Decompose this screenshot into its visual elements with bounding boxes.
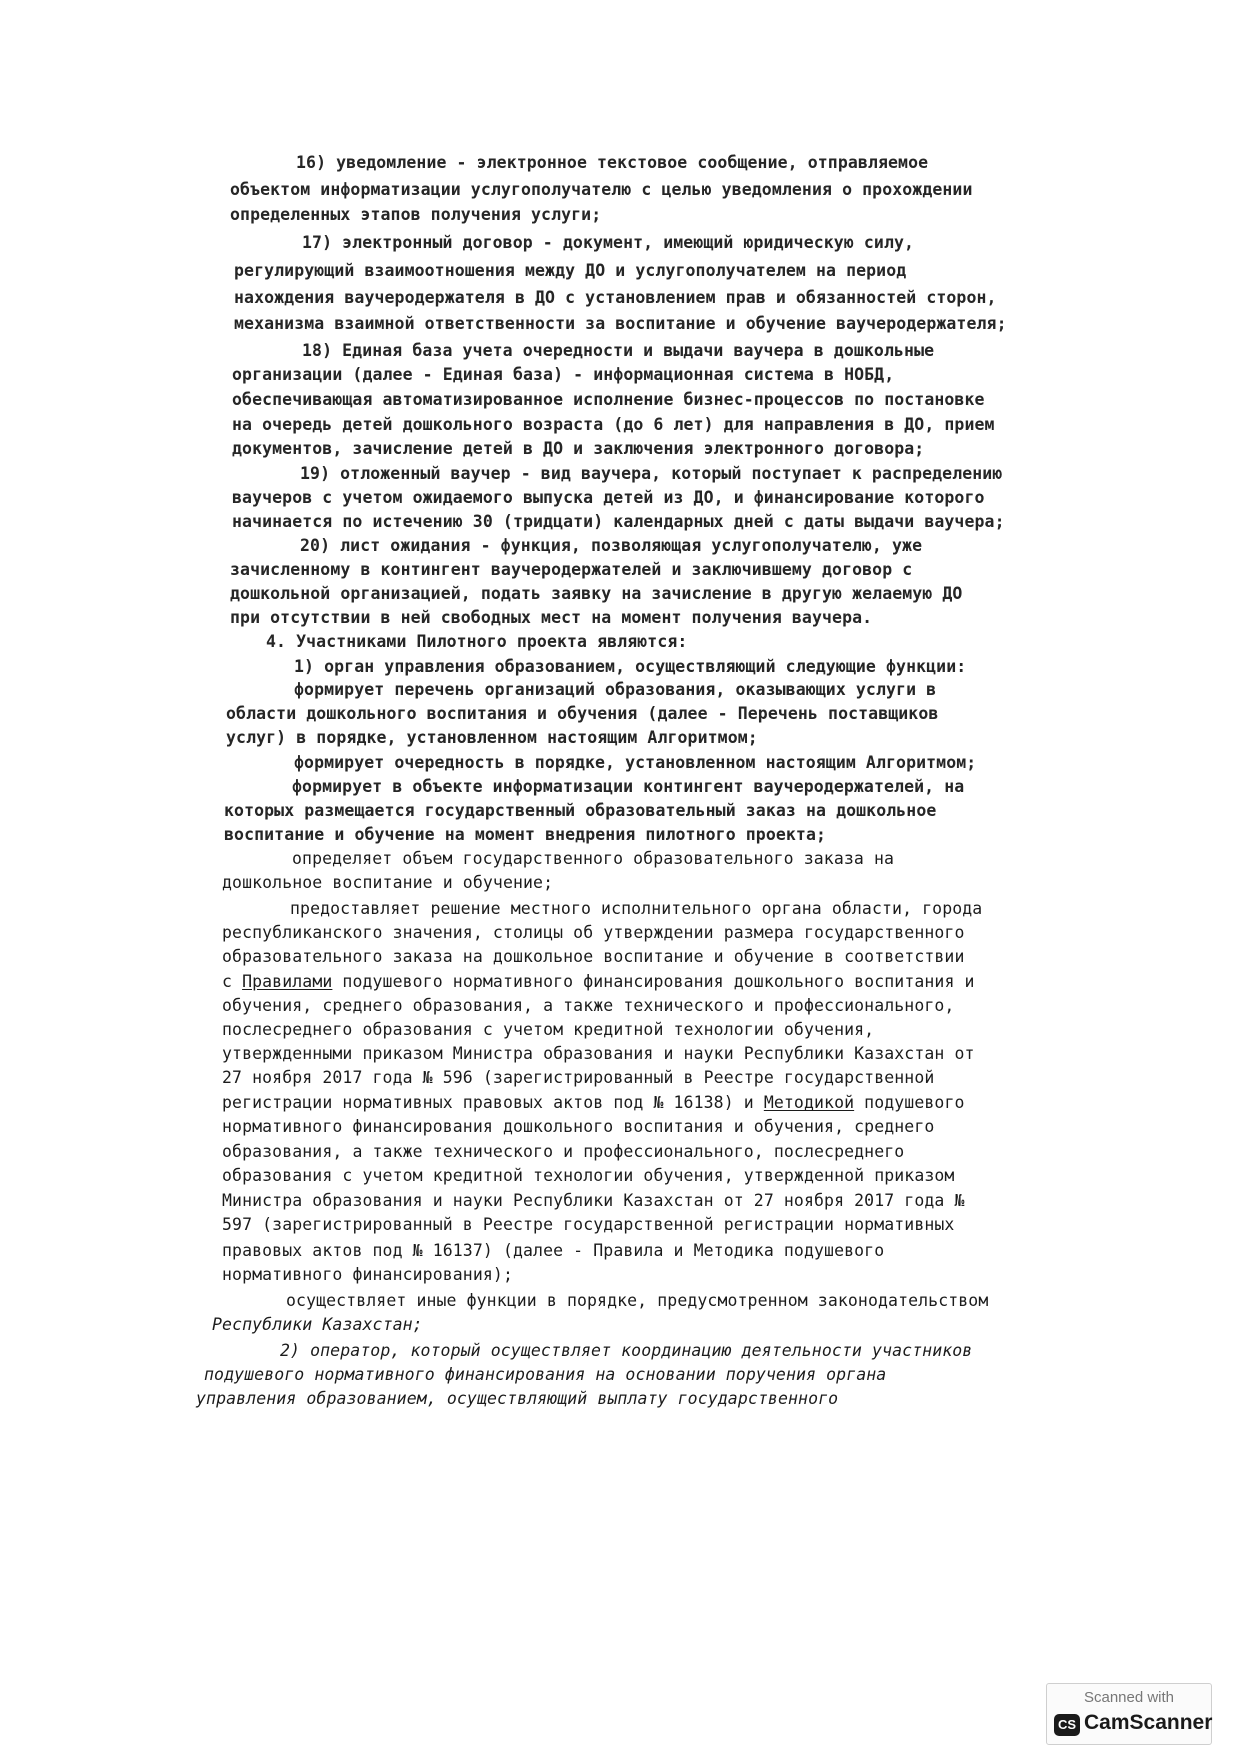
text-segment: с <box>222 972 243 991</box>
text-line <box>222 971 975 993</box>
text-line: образования с учетом кредитной технологии обучения, утвержденной приказом <box>222 1166 955 1185</box>
text-line: дошкольное воспитание и обучение; <box>222 873 554 892</box>
text-line: 17) электронный договор - документ, имеющий юридическую силу, <box>302 233 915 252</box>
text-line: 597 (зарегистрированный в Реестре государственной регистрации нормативных <box>222 1215 955 1234</box>
text-line: 16) уведомление - электронное текстовое сообщение, отправляемое <box>296 153 929 172</box>
text-line: республиканского значения, столицы об утверждении размера государственного <box>222 923 965 942</box>
text-line: формирует очередность в порядке, установленном настоящим Алгоритмом; <box>294 753 977 772</box>
text-line: ваучеров с учетом ожидаемого выпуска детей из ДО, и финансирование которого <box>232 488 985 507</box>
reference-link[interactable]: Правилами <box>242 972 333 991</box>
text-line: начинается по истечению 30 (тридцати) календарных дней с даты выдачи ваучера; <box>232 512 1005 531</box>
text-line: 2) оператор, который осуществляет координацию деятельности участников <box>280 1341 973 1360</box>
text-segment: регистрации нормативных правовых актов под № 16138) и <box>222 1093 764 1112</box>
text-line: дошкольной организацией, подать заявку на зачисление в другую желаемую ДО <box>230 584 963 603</box>
text-line: образовательного заказа на дошкольное воспитание и обучение в соответствии <box>222 947 965 966</box>
text-segment: подушевого нормативного финансирования дошкольного воспитания и <box>332 972 975 991</box>
text-line: обеспечивающая автоматизированное исполнение бизнес-процессов по постановке <box>232 390 985 409</box>
text-line: организации (далее - Единая база) - информационная система в НОБД, <box>232 365 895 384</box>
text-line: предоставляет решение местного исполнительного органа области, города <box>290 899 983 918</box>
text-line: 27 ноября 2017 года № 596 (зарегистрированный в Реестре государственной <box>222 1068 935 1087</box>
text-line: формирует в объекте информатизации контингент ваучеродержателей, на <box>292 777 965 796</box>
text-line: на очередь детей дошкольного возраста (до 6 лет) для направления в ДО, прием <box>232 415 995 434</box>
text-line: 1) орган управления образованием, осуществляющий следующие функции: <box>294 657 967 676</box>
text-line: управления образованием, осуществляющий выплату государственного <box>196 1389 839 1408</box>
text-line: 18) Единая база учета очередности и выдачи ваучера в дошкольные <box>302 341 935 360</box>
text-line: механизма взаимной ответственности за воспитание и обучение ваучеродержателя; <box>234 314 1007 333</box>
text-line: утвержденными приказом Министра образования и науки Республики Казахстан от <box>222 1044 975 1063</box>
camscanner-logo-icon: CS <box>1054 1714 1080 1736</box>
text-line: 4. Участниками Пилотного проекта являются: <box>266 632 688 651</box>
text-line: послесреднего образования с учетом кредитной технологии обучения, <box>222 1020 875 1039</box>
text-line <box>222 1092 965 1114</box>
reference-link[interactable]: Методикой <box>763 1093 855 1112</box>
text-line: определенных этапов получения услуги; <box>230 205 602 224</box>
camscanner-watermark <box>1046 1683 1212 1745</box>
text-line: формирует перечень организаций образования, оказывающих услуги в <box>294 680 937 699</box>
text-line: правовых актов под № 16137) (далее - Правила и Методика подушевого <box>222 1241 885 1260</box>
text-line: 19) отложенный ваучер - вид ваучера, который поступает к распределению <box>300 464 1003 483</box>
text-line: нормативного финансирования дошкольного воспитания и обучения, среднего <box>222 1117 935 1136</box>
text-segment: подушевого <box>854 1093 965 1112</box>
text-line: объектом информатизации услугополучателю с целью уведомления о прохождении <box>230 180 973 199</box>
text-line: нормативного финансирования); <box>222 1265 513 1284</box>
text-line: области дошкольного воспитания и обучения (далее - Перечень поставщиков <box>226 704 939 723</box>
text-line: 20) лист ожидания - функция, позволяющая услугополучателю, уже <box>300 536 923 555</box>
text-line: при отсутствии в ней свободных мест на момент получения ваучера. <box>230 608 873 627</box>
text-line: определяет объем государственного образовательного заказа на <box>292 849 895 868</box>
text-line: услуг) в порядке, установленном настоящим Алгоритмом; <box>226 728 758 747</box>
text-line: Республики Казахстан; <box>212 1315 423 1334</box>
text-line: регулирующий взаимоотношения между ДО и услугополучателем на период <box>234 261 907 280</box>
text-line: Министра образования и науки Республики Казахстан от 27 ноября 2017 года № <box>222 1191 965 1210</box>
text-line: воспитание и обучение на момент внедрения пилотного проекта; <box>224 825 827 844</box>
text-line: нахождения ваучеродержателя в ДО с установлением прав и обязанностей сторон, <box>234 288 997 307</box>
scanned-with-label: Scanned with <box>1083 1689 1175 1706</box>
text-line: документов, зачисление детей в ДО и заключения электронного договора; <box>232 439 925 458</box>
text-line: которых размещается государственный образовательный заказ на дошкольное <box>224 801 937 820</box>
text-line: обучения, среднего образования, а также технического и профессионального, <box>222 996 955 1015</box>
text-line: зачисленному в контингент ваучеродержателей и заключившему договор с <box>230 560 913 579</box>
camscanner-brand: CamScanner <box>1084 1711 1213 1734</box>
text-line: образования, а также технического и профессионального, послесреднего <box>222 1142 905 1161</box>
text-line: осуществляет иные функции в порядке, предусмотренном законодательством <box>286 1291 989 1310</box>
text-line: подушевого нормативного финансирования на основании поручения органа <box>204 1365 887 1384</box>
